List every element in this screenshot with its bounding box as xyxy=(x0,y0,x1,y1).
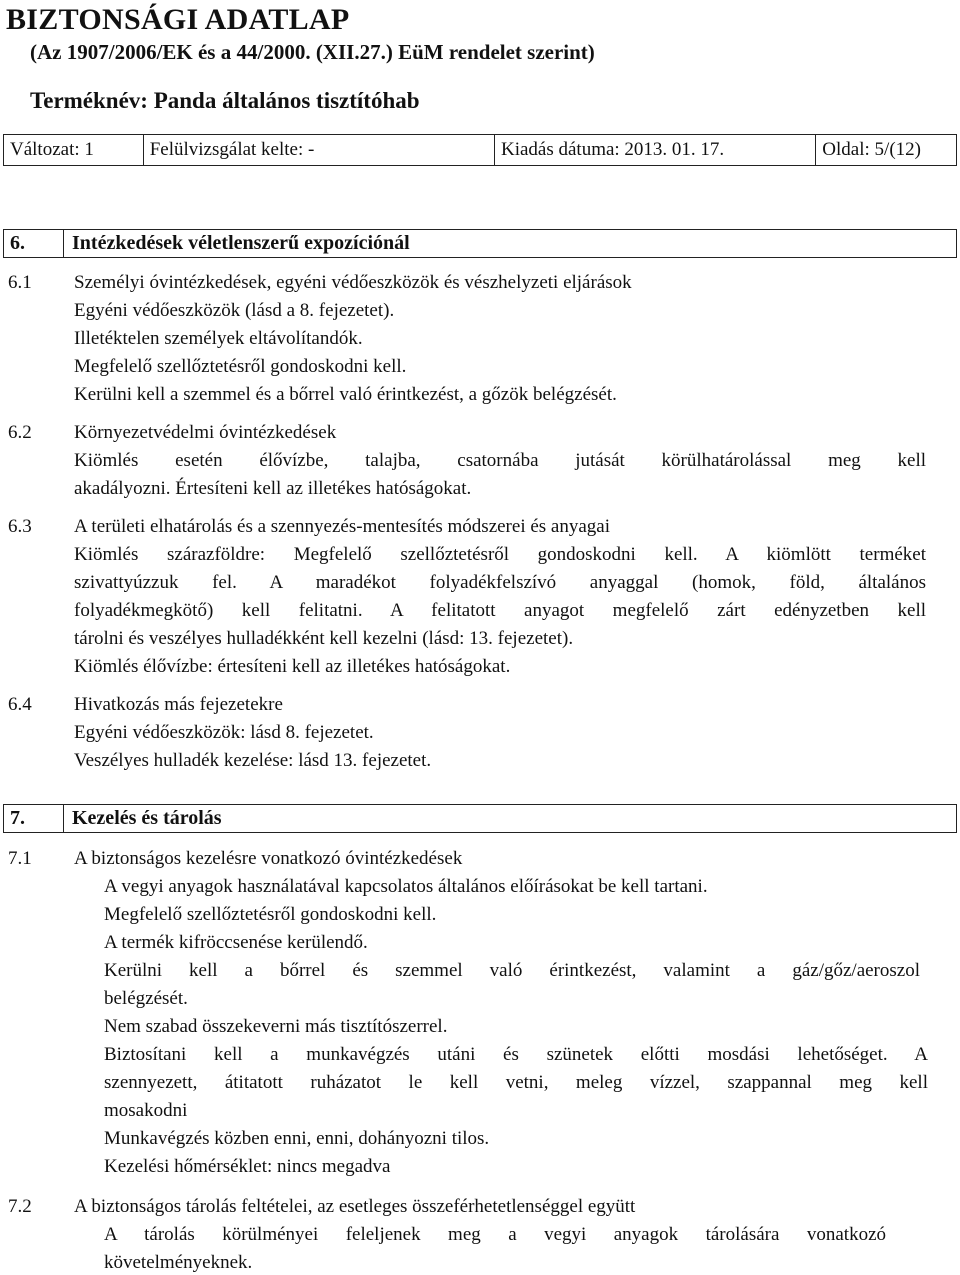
text-line: Kerülni kell a szemmel és a bőrrel való érintkezést, a gőzök belégzését. xyxy=(74,384,617,405)
text-line: belégzését. xyxy=(104,988,188,1009)
text-line: Egyéni védőeszközök (lásd a 8. fejezetet). xyxy=(74,300,395,321)
subsection-heading: A biztonságos kezelésre vonatkozó óvintézkedések xyxy=(74,848,463,869)
text-line: szennyezett, átitatott ruházatot le kell vetni, meleg vízzel, szappannal meg kell xyxy=(104,1072,928,1093)
text-line: tárolni és veszélyes hulladékként kell kezelni (lásd: 13. fejezetet). xyxy=(74,628,574,649)
section-7-header xyxy=(3,804,957,833)
text-line: Kiömlés esetén élővízbe, talajba, csatornába jutását körülhatárolással meg kell xyxy=(74,450,926,471)
subsection-heading: Személyi óvintézkedések, egyéni védőeszközök és vészhelyzeti eljárások xyxy=(74,272,632,293)
subsection-number: 7.1 xyxy=(8,848,32,869)
document-title: BIZTONSÁGI ADATLAP xyxy=(6,3,350,36)
text-line: Munkavégzés közben enni, enni, dohányozni tilos. xyxy=(104,1128,490,1149)
section-title: Kezelés és tárolás xyxy=(72,807,222,829)
text-line: Illetéktelen személyek eltávolítandók. xyxy=(74,328,363,349)
text-line: Kiömlés élővízbe: értesíteni kell az illetékes hatóságokat. xyxy=(74,656,511,677)
subsection-heading: Hivatkozás más fejezetekre xyxy=(74,694,283,715)
section-6-header xyxy=(3,229,957,258)
section-title: Intézkedések véletlenszerű expozíciónál xyxy=(72,232,410,254)
text-line: A vegyi anyagok használatával kapcsolatos általános előírásokat be kell tartani. xyxy=(104,876,708,897)
text-line: Nem szabad összekeverni más tisztítószerrel. xyxy=(104,1016,448,1037)
subsection-number: 6.3 xyxy=(8,516,32,537)
text-line: Egyéni védőeszközök: lásd 8. fejezetet. xyxy=(74,722,374,743)
text-line: szivattyúzzuk fel. A maradékot folyadékfelszívó anyaggal (homok, föld, általános xyxy=(74,572,926,593)
text-line: követelményeknek. xyxy=(104,1252,253,1273)
text-line: Kiömlés szárazföldre: Megfelelő szellőztetésről gondoskodni kell. A kiömlött terméket xyxy=(74,544,926,565)
page-number-cell: Oldal: 5/(12) xyxy=(822,139,921,160)
product-name: Terméknév: Panda általános tisztítóhab xyxy=(30,88,420,113)
text-line: Megfelelő szellőztetésről gondoskodni kell. xyxy=(74,356,407,377)
subsection-number: 6.4 xyxy=(8,694,32,715)
subsection-number: 6.2 xyxy=(8,422,32,443)
text-line: folyadékmegkötő) kell felitatni. A felitatott anyagot megfelelő zárt edényzetben kell xyxy=(74,600,926,621)
subsection-heading: A biztonságos tárolás feltételei, az esetleges összeférhetetlenséggel együtt xyxy=(74,1196,636,1217)
text-line: Kezelési hőmérséklet: nincs megadva xyxy=(104,1156,391,1177)
review-date-cell: Felülvizsgálat kelte: - xyxy=(144,135,495,165)
text-line: Veszélyes hulladék kezelése: lásd 13. fejezetet. xyxy=(74,750,432,771)
version-info-row xyxy=(3,134,957,166)
version-cell: Változat: 1 xyxy=(4,135,144,165)
subsection-heading: Környezetvédelmi óvintézkedések xyxy=(74,422,337,443)
section-number: 6. xyxy=(4,230,64,257)
text-line: Kerülni kell a bőrrel és szemmel való érintkezést, valamint a gáz/gőz/aeroszol xyxy=(104,960,920,981)
text-line: Biztosítani kell a munkavégzés utáni és szünetek előtti mosdási lehetőséget. A xyxy=(104,1044,928,1065)
text-line: Megfelelő szellőztetésről gondoskodni kell. xyxy=(104,904,437,925)
text-line: akadályozni. Értesíteni kell az illetékes hatóságokat. xyxy=(74,478,472,499)
text-line: mosakodni xyxy=(104,1100,188,1121)
section-number: 7. xyxy=(4,805,64,832)
subsection-heading: A területi elhatárolás és a szennyezés-mentesítés módszerei és anyagai xyxy=(74,516,610,537)
text-line: A termék kifröccsenése kerülendő. xyxy=(104,932,368,953)
regulation-reference: (Az 1907/2006/EK és a 44/2000. (XII.27.) EüM rendelet szerint) xyxy=(30,40,595,64)
subsection-number: 7.2 xyxy=(8,1196,32,1217)
text-line: A tárolás körülményei feleljenek meg a vegyi anyagok tárolására vonatkozó xyxy=(104,1224,886,1245)
subsection-number: 6.1 xyxy=(8,272,32,293)
issue-date-cell: Kiadás dátuma: 2013. 01. 17. xyxy=(495,135,816,165)
